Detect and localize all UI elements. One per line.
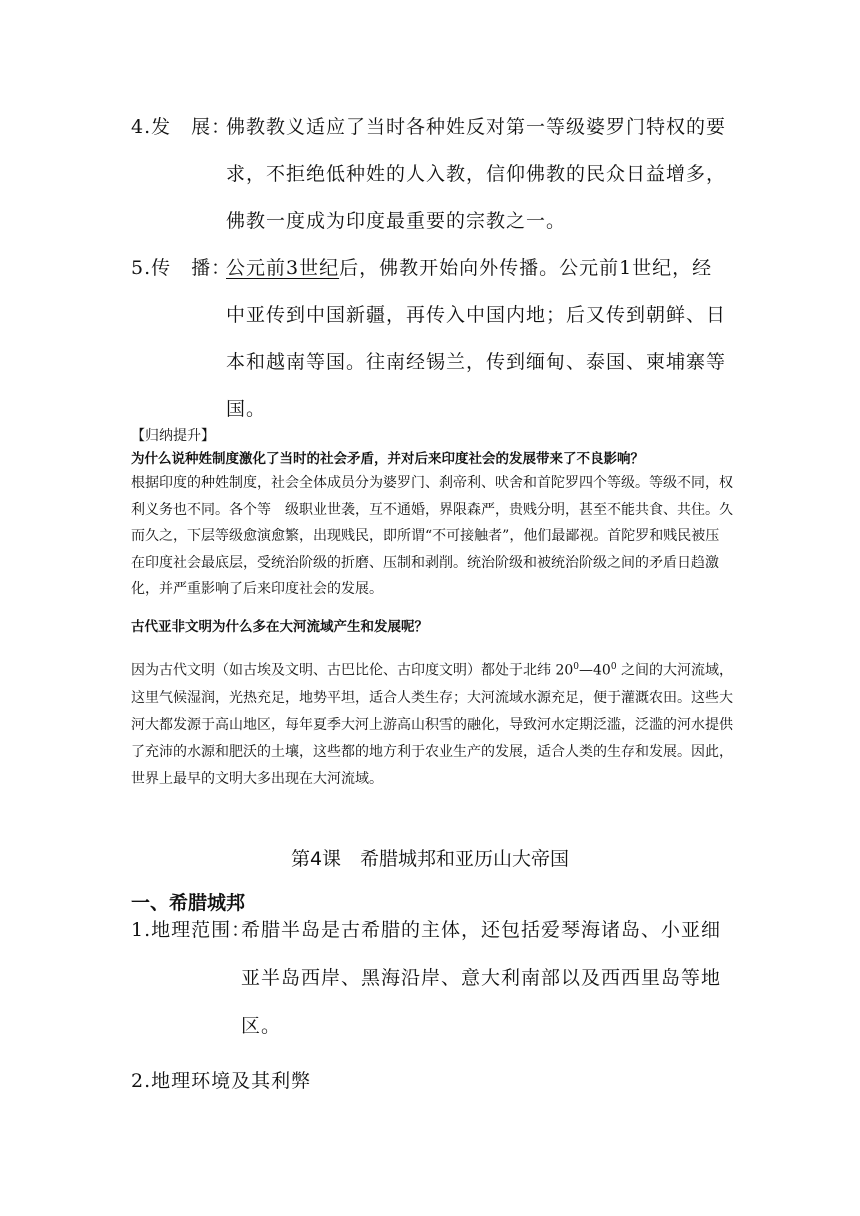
item-text: 后，佛教开始向外传播。公元前1世纪，经中亚传到中国新疆，再传入中国内地；后又传到朝鲜、日本和越南等国。往南经锡兰，传到缅甸、泰国、柬埔寨等国。 (226, 257, 727, 420)
degree-sup-1: 0 (573, 662, 579, 672)
answer-1: 根据印度的种姓制度，社会全体成员分为婆罗门、刹帝利、吠舍和首陀罗四个等级。等级不同，权利义务也不同。各个等 级职业世袭，互不通婚，界限森严，贵贱分明，甚至不能共食、共住。久而久之，下层等级愈演愈繁，出现贱民，即所谓“不可接触者”，他们最鄙视。首陀罗和贱民被压在印度社会最底层，受统治阶级的折磨、压制和剥削。统治阶级和被统治阶级之间的矛盾日趋激化，并严重影响了后来印度社会的发展。 (131, 475, 733, 597)
item-text-wrap (226, 245, 731, 433)
underlined-date: 公元前3世纪 (226, 257, 340, 279)
item-number: 1.地理范围： (131, 919, 252, 941)
summary-label: 【归纳提升】 (131, 428, 215, 444)
item-text: 希腊半岛是古希腊的主体，还包括爱琴海诸岛、小亚细亚半岛西岸、黑海沿岸、意大利南部以及西西里岛等地区。 (241, 919, 722, 1037)
item-geography-range (131, 906, 731, 1050)
item-spread (131, 245, 731, 433)
answer-2-text-c: 之间的大河流域，这里气候湿润，光热充足，地势平坦，适合人类生存；大河流域水源充足，便于灌溉农田。这些大河大都发源于高山地区，每年夏季大河上游高山积雪的融化，导致河水定期泛滥，泛滥的河水提供了充沛的水源和肥沃的土壤，这些都的地方利于农业生产的发展，适合人类的生存和发展。因此，世界上最早的文明大多出现在大河流域。 (131, 662, 734, 787)
answer-2 (131, 654, 733, 793)
item-number: 4.发 展： (131, 116, 232, 138)
section-heading: 一、希腊城邦 (131, 892, 246, 914)
item-geography-environment: 2.地理环境及其利弊 (131, 1070, 312, 1092)
lesson-title: 第4课 希腊城邦和亚历山大帝国 (290, 848, 570, 870)
answer-2-text-b: —40 (579, 662, 611, 679)
question-2: 古代亚非文明为什么多在大河流域产生和发展呢？ (131, 619, 428, 635)
answer-2-text-a: 因为古代文明（如古埃及文明、古巴比伦、古印度文明）都处于北纬 20 (131, 662, 574, 679)
item-text: 佛教教义适应了当时各种姓反对第一等级婆罗门特权的要求，不拒绝低种姓的人入教，信仰佛教的民众日益增多，佛教一度成为印度最重要的宗教之一。 (226, 116, 727, 232)
degree-sup-2: 0 (610, 662, 617, 672)
item-number: 5.传 播： (131, 257, 232, 279)
item-development (131, 104, 731, 245)
question-1: 为什么说种姓制度激化了当时的社会矛盾，并对后来印度社会的发展带来了不良影响？ (131, 451, 644, 467)
